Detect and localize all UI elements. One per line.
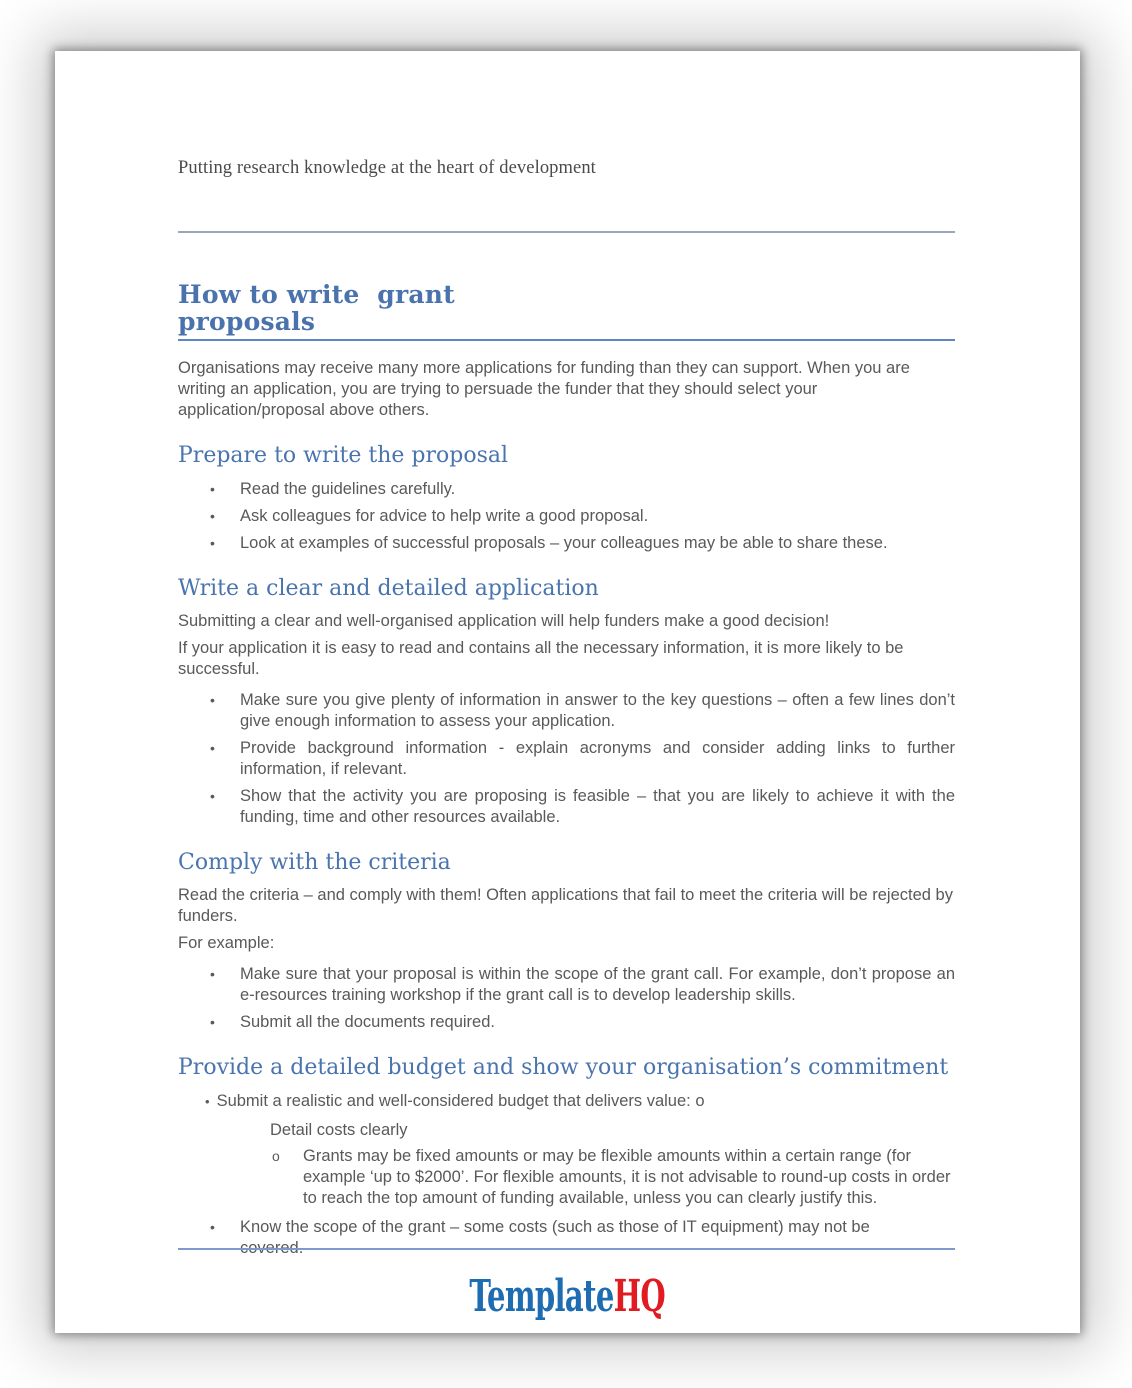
bullet-text: Look at examples of successful proposals – your colleagues may be able to share these. [240, 534, 888, 552]
bullet-text: Submit all the documents required. [240, 1013, 495, 1031]
bullet-item [178, 1091, 955, 1112]
bullet-item [178, 786, 955, 828]
logo [55, 1273, 1080, 1321]
logo-template-text: Template [469, 1271, 614, 1322]
sub-item-text: Detail costs clearly [270, 1121, 408, 1139]
logo-text [470, 1273, 666, 1321]
bullet-dot-icon: • [210, 1219, 215, 1235]
bullet-item [178, 1146, 955, 1209]
bullet-dot-icon: • [210, 692, 215, 708]
section-heading-comply: Comply with the criteria [178, 850, 451, 875]
bullet-dot-icon: • [205, 1094, 210, 1109]
tagline: Putting research knowledge at the heart of development [178, 158, 596, 178]
title-divider [178, 339, 955, 341]
bullet-item [178, 690, 955, 732]
bullet-text: Ask colleagues for advice to help write a good proposal. [240, 507, 649, 525]
footer-divider [178, 1248, 955, 1250]
document-content [178, 51, 955, 1259]
bullet-item [178, 1012, 955, 1033]
bullet-text: Read the guidelines carefully. [240, 480, 456, 498]
bullet-dot-icon: • [210, 1014, 215, 1030]
section-paragraph: Read the criteria – and comply with them! Often applications that fail to meet the criteria will be rejected by funders. [178, 886, 953, 925]
section-paragraph: If your application it is easy to read and contains all the necessary information, it is more likely to be successful. [178, 639, 904, 678]
bullet-text: Show that the activity you are proposing is feasible – that you are likely to achieve it with the funding, time and other resources available. [240, 787, 955, 826]
bullet-text: Know the scope of the grant – some costs (such as those of IT equipment) may not be covered. [240, 1218, 870, 1257]
bullet-item [178, 506, 955, 527]
bullet-text: Provide background information - explain acronyms and consider adding links to further information, if relevant. [240, 739, 955, 778]
bullet-item [178, 479, 955, 500]
intro-paragraph: Organisations may receive many more applications for funding than they can support. When you are writing an application, you are trying to persuade the funder that they should select your application/proposal above others. [178, 359, 910, 419]
bullet-dot-icon: • [210, 508, 215, 524]
bullet-text: Grants may be fixed amounts or may be flexible amounts within a certain range (for example ‘up to $2000’. For flexible amounts, it is not advisable to round-up costs in order to reach the top amount of funding available, unless you can clearly justify this. [303, 1147, 951, 1207]
bullet-item [178, 964, 955, 1006]
bullet-dot-icon: • [210, 535, 215, 551]
bullet-dot-icon: • [210, 788, 215, 804]
bullet-dot-icon: • [210, 966, 215, 982]
section-paragraph: Submitting a clear and well-organised application will help funders make a good decision! [178, 612, 830, 630]
bullet-circle-icon: o [272, 1148, 280, 1164]
top-divider [178, 231, 955, 233]
bullet-text: Make sure you give plenty of information in answer to the key questions – often a few lines don’t give enough information to assess your application. [240, 691, 955, 730]
section-paragraph: For example: [178, 934, 275, 952]
logo-hq-text: HQ [613, 1271, 666, 1322]
bullet-item [178, 738, 955, 780]
bullet-dot-icon: • [210, 481, 215, 497]
section-heading-clear-application: Write a clear and detailed application [178, 576, 599, 601]
bullet-item [178, 533, 955, 554]
section-heading-prepare: Prepare to write the proposal [178, 443, 509, 468]
section-heading-budget: Provide a detailed budget and show your organisation’s commitment [178, 1055, 949, 1080]
bullet-dot-icon: • [210, 740, 215, 756]
bullet-text: Submit a realistic and well-considered budget that delivers value: o [216, 1092, 705, 1110]
page-title: How to write grant proposals [178, 280, 455, 336]
bullet-text: Make sure that your proposal is within the scope of the grant call. For example, don’t propose an e-resources training workshop if the grant call is to develop leadership skills. [240, 965, 955, 1004]
bullet-item [178, 1217, 955, 1259]
document-page [55, 51, 1080, 1333]
